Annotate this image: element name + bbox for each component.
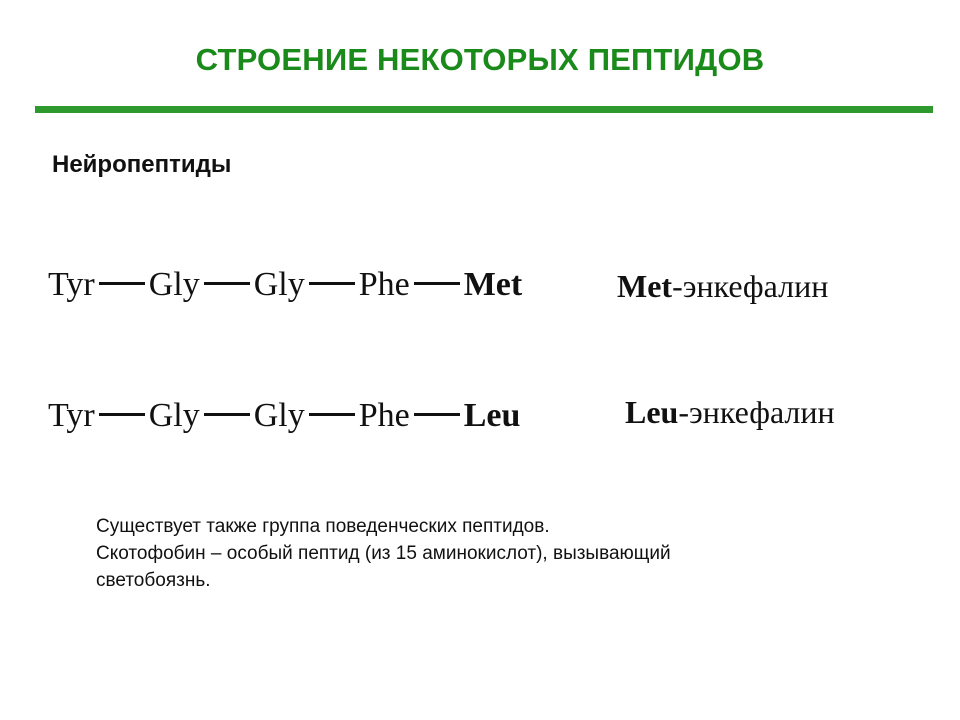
residue-tyr: Tyr [48,266,95,303]
name-prefix: Leu [625,394,679,430]
slide-title: СТРОЕНИЕ НЕКОТОРЫХ ПЕПТИДОВ [195,42,765,77]
peptide-bond [414,413,460,416]
residue-gly: Gly [253,397,305,434]
name-suffix: -энкефалин [672,268,829,304]
name-prefix: Met [617,268,673,304]
residue-phe: Phe [358,397,410,434]
residue-gly: Gly [148,266,200,303]
peptide-bond [99,413,145,416]
note-line-2: Скотофобин – особый пептид (из 15 аминокислот), вызывающий [96,543,671,564]
peptide-bond [204,282,250,285]
note-line-3: светобоязнь. [96,570,211,591]
note-paragraph [96,513,856,594]
residue-phe: Phe [358,266,410,303]
residue-gly: Gly [253,266,305,303]
note-line-1: Существует также группа поведенческих пептидов. [96,516,550,537]
residue-leu: Leu [463,397,521,434]
peptide-bond [309,413,355,416]
section-heading: Нейропептиды [52,151,232,178]
peptide-bond [414,282,460,285]
name-suffix: -энкефалин [678,394,835,430]
peptide-bond [309,282,355,285]
residue-met: Met [463,266,523,303]
leu-enkephalin-label [625,394,835,431]
peptide-bond [99,282,145,285]
met-enkephalin-label [617,268,828,305]
title-divider [35,106,933,113]
residue-tyr: Tyr [48,397,95,434]
residue-gly: Gly [148,397,200,434]
met-enkephalin-chain [48,265,522,305]
peptide-bond [204,413,250,416]
leu-enkephalin-chain [48,396,520,436]
